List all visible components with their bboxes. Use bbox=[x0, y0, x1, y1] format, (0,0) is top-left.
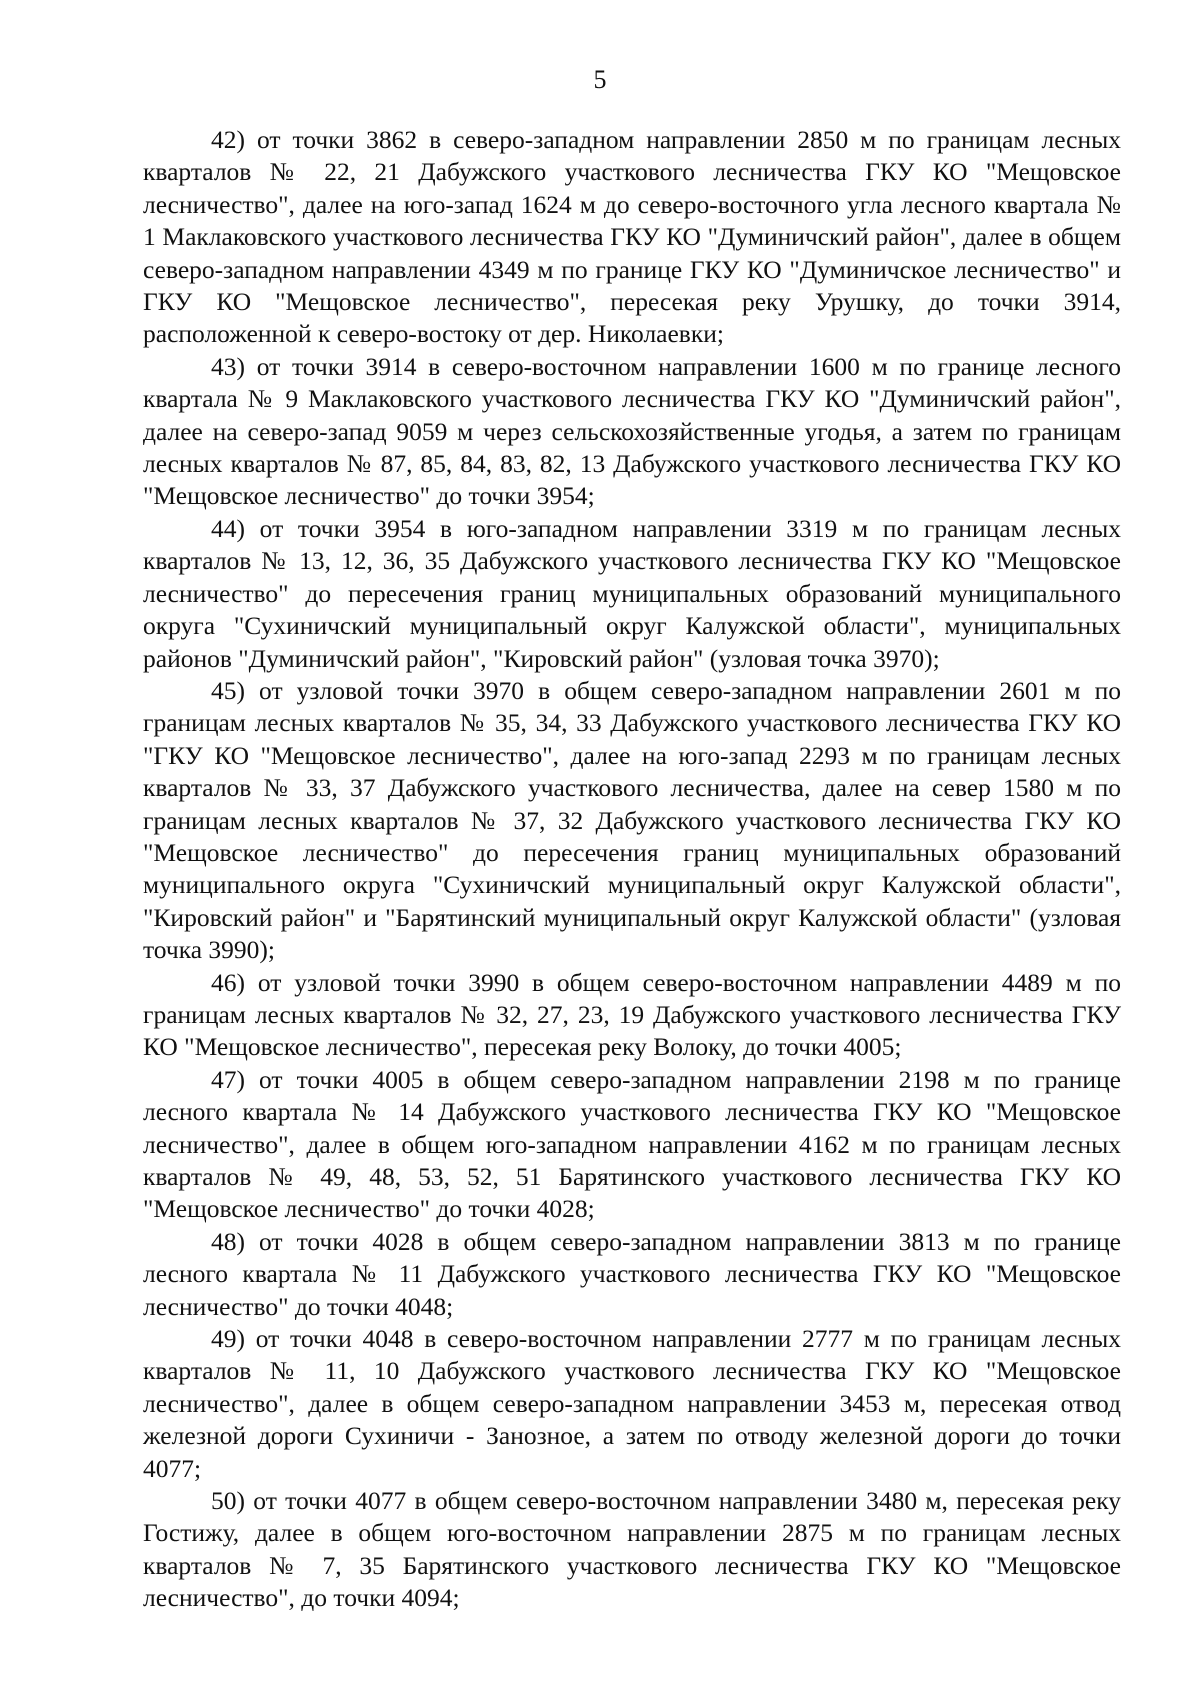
paragraph-42: 42) от точки 3862 в северо-западном направлении 2850 м по границам лесных кварталов № 22, 21 Дабужского участкового лесничества ГКУ КО "Мещовское лесничество", далее на юго-запад 1624 м до северо-восточного угла лесного квартала № 1 Маклаковского участкового лесничества ГКУ КО "Думиничский район", далее в общем северо-западном направлении 4349 м по границе ГКУ КО "Думиничское лесничество" и ГКУ КО "Мещовское лесничество", пересекая реку Урушку, до точки 3914, расположенной к северо-востоку от дер. Николаевки; bbox=[143, 125, 1121, 349]
document-body bbox=[143, 124, 1121, 1615]
paragraph-49: 49) от точки 4048 в северо-восточном направлении 2777 м по границам лесных кварталов № 11, 10 Дабужского участкового лесничества ГКУ КО "Мещовское лесничество", далее в общем северо-западном направлении 3453 м, пересекая отвод железной дороги Сухиничи - Занозное, а затем по отводу железной дороги до точки 4077; bbox=[143, 1324, 1121, 1483]
page-number: 5 bbox=[593, 65, 607, 94]
paragraph-48: 48) от точки 4028 в общем северо-западном направлении 3813 м по границе лесного квартала № 11 Дабужского участкового лесничества ГКУ КО "Мещовское лесничество" до точки 4048; bbox=[143, 1226, 1121, 1321]
paragraph-43: 43) от точки 3914 в северо-восточном направлении 1600 м по границе лесного квартала № 9 Маклаковского участкового лесничества ГКУ КО "Думиничский район", далее на северо-запад 9059 м через сельскохозяйственные угодья, а затем по границам лесных кварталов № 87, 85, 84, 83, 82, 13 Дабужского участкового лесничества ГКУ КО "Мещовское лесничество" до точки 3954; bbox=[143, 351, 1121, 511]
paragraph-46: 46) от узловой точки 3990 в общем северо-восточном направлении 4489 м по границам лесных кварталов № 32, 27, 23, 19 Дабужского участкового лесничества ГКУ КО "Мещовское лесничество", пересекая реку Волоку, до точки 4005; bbox=[143, 967, 1121, 1062]
paragraph-45: 45) от узловой точки 3970 в общем северо-западном направлении 2601 м по границам лесных кварталов № 35, 34, 33 Дабужского участкового лесничества ГКУ КО "ГКУ КО "Мещовское лесничество", далее на юго-запад 2293 м по границам лесных кварталов № 33, 37 Дабужского участкового лесничества, далее на север 1580 м по границам лесных кварталов № 37, 32 Дабужского участкового лесничества ГКУ КО "Мещовское лесничество" до пересечения границ муниципальных образований муниципального округа "Сухиничский муниципальный округ Калужской области", "Кировский район" и "Барятинский муниципальный округ Калужской области" (узловая точка 3990); bbox=[143, 675, 1121, 965]
paragraph-50: 50) от точки 4077 в общем северо-восточном направлении 3480 м, пересекая реку Гостижу, далее в общем юго-восточном направлении 2875 м по границам лесных кварталов № 7, 35 Барятинского участкового лесничества ГКУ КО "Мещовское лесничество", до точки 4094; bbox=[143, 1486, 1121, 1613]
paragraph-44: 44) от точки 3954 в юго-западном направлении 3319 м по границам лесных кварталов № 13, 12, 36, 35 Дабужского участкового лесничества ГКУ КО "Мещовское лесничество" до пересечения границ муниципальных образований муниципального округа "Сухиничский муниципальный округ Калужской области", муниципальных районов "Думиничский район", "Кировский район" (узловая точка 3970); bbox=[143, 513, 1121, 673]
paragraph-47: 47) от точки 4005 в общем северо-западном направлении 2198 м по границе лесного квартала № 14 Дабужского участкового лесничества ГКУ КО "Мещовское лесничество", далее в общем юго-западном направлении 4162 м по границам лесных кварталов № 49, 48, 53, 52, 51 Барятинского участкового лесничества ГКУ КО "Мещовское лесничество" до точки 4028; bbox=[143, 1064, 1121, 1224]
